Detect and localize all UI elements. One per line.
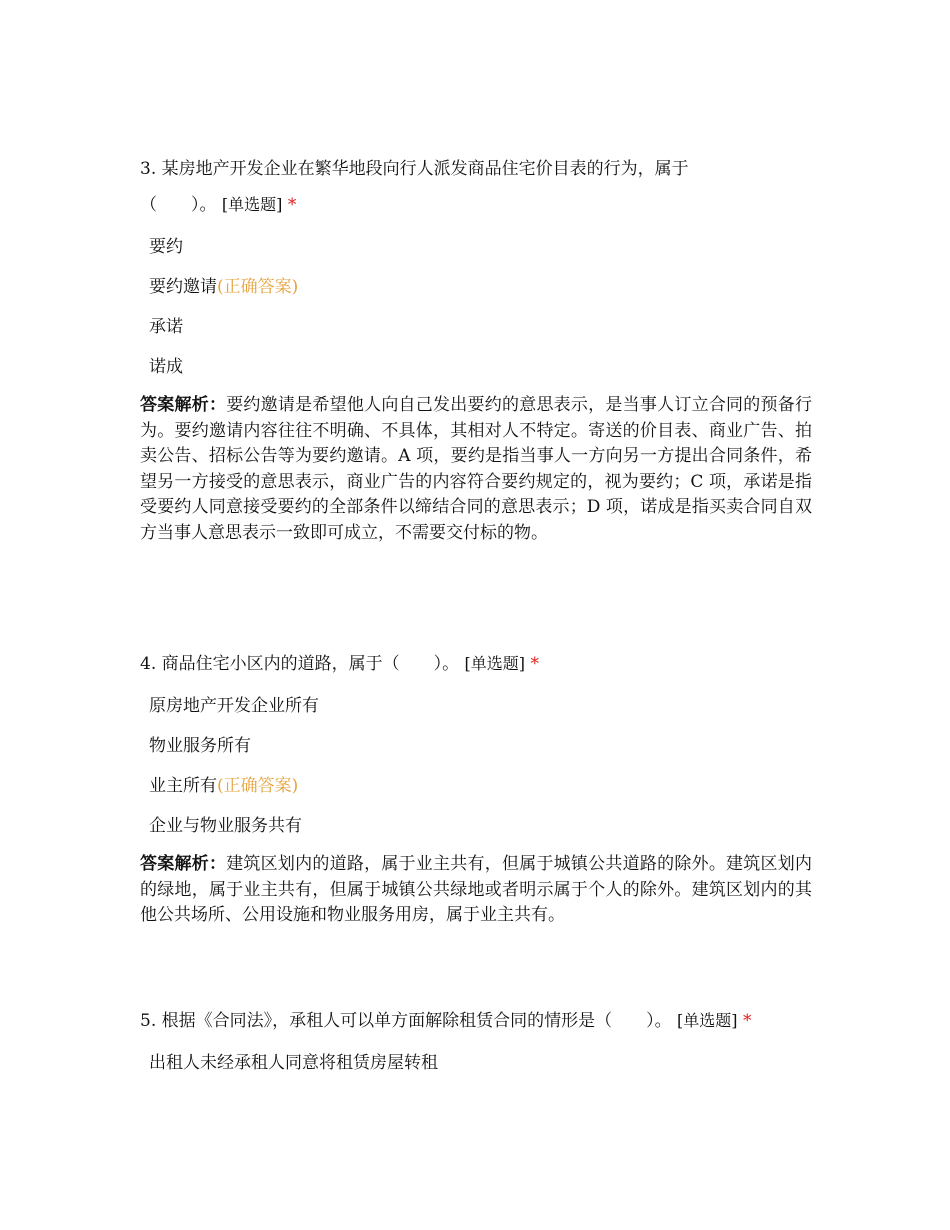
option-item[interactable] xyxy=(149,1043,812,1083)
option-text: 诺成 xyxy=(149,357,183,377)
explanation-label: 答案解析： xyxy=(140,395,227,415)
explanation-text: 建筑区划内的道路，属于业主共有，但属于城镇公共道路的除外。建筑区划内的绿地，属于业主共有，但属于城镇公共绿地或者明示属于个人的除外。建筑区划内的其他公共场所、公用设施和物业服务用房，属于业主共有。 xyxy=(140,854,813,925)
explanation-label: 答案解析： xyxy=(140,854,227,874)
question-title xyxy=(140,1003,812,1039)
question-title xyxy=(140,646,812,682)
required-mark: * xyxy=(530,654,539,674)
question-title-text: 3. 某房地产开发企业在繁华地段向行人派发商品住宅价目表的行为，属于 xyxy=(140,159,689,179)
option-text: 承诺 xyxy=(149,317,183,337)
option-item[interactable] xyxy=(149,347,812,387)
option-item[interactable] xyxy=(149,227,812,267)
option-list xyxy=(140,686,812,846)
question-title-text-cont: （ ）。 xyxy=(140,195,217,215)
answer-explanation xyxy=(140,393,812,546)
question-type: [单选题] xyxy=(677,1011,738,1030)
correct-answer-label: (正确答案) xyxy=(217,776,299,796)
required-mark: * xyxy=(742,1011,752,1031)
option-item[interactable] xyxy=(149,806,812,846)
question-type: [单选题] xyxy=(464,654,526,673)
correct-answer-label: (正确答案) xyxy=(217,277,299,297)
option-item[interactable] xyxy=(149,686,812,726)
option-text: 原房地产开发企业所有 xyxy=(149,696,319,716)
option-text: 要约 xyxy=(149,237,183,257)
option-text: 物业服务所有 xyxy=(149,736,251,756)
question-5 xyxy=(140,1003,812,1083)
question-4 xyxy=(140,646,812,929)
explanation-text: 要约邀请是希望他人向自己发出要约的意思表示，是当事人订立合同的预备行为。要约邀请内容往往不明确、不具体，其相对人不特定。寄送的价目表、商业广告、拍卖公告、招标公告等为要约邀请。A 项，要约是指当事人一方向另一方提出合同条件，希望另一方接受的意思表示，商业广告的内容符合要约规定的，视为要约；C 项，承诺是指受要约人同意接受要约的全部条件以缔结合同的意思表示；D 项，诺成是指买卖合同自双方当事人意思表示一致即可成立，不需要交付标的物。 xyxy=(140,395,813,543)
option-text: 业主所有 xyxy=(149,776,217,796)
option-item[interactable] xyxy=(149,766,812,806)
option-item[interactable] xyxy=(149,267,812,307)
option-list xyxy=(140,1043,812,1083)
question-title-text: 5. 根据《合同法》，承租人可以单方面解除租赁合同的情形是（ ）。 xyxy=(140,1011,672,1031)
question-title xyxy=(140,151,812,223)
option-list xyxy=(140,227,812,387)
required-mark: * xyxy=(287,195,297,215)
option-text: 企业与物业服务共有 xyxy=(149,816,302,836)
option-item[interactable] xyxy=(149,726,812,766)
option-text: 要约邀请 xyxy=(149,277,217,297)
option-text: 出租人未经承租人同意将租赁房屋转租 xyxy=(149,1053,438,1073)
question-title-text: 4. 商品住宅小区内的道路，属于（ ）。 xyxy=(140,654,460,674)
question-type: [单选题] xyxy=(221,195,283,214)
answer-explanation xyxy=(140,852,812,929)
question-3 xyxy=(140,151,812,546)
option-item[interactable] xyxy=(149,307,812,347)
